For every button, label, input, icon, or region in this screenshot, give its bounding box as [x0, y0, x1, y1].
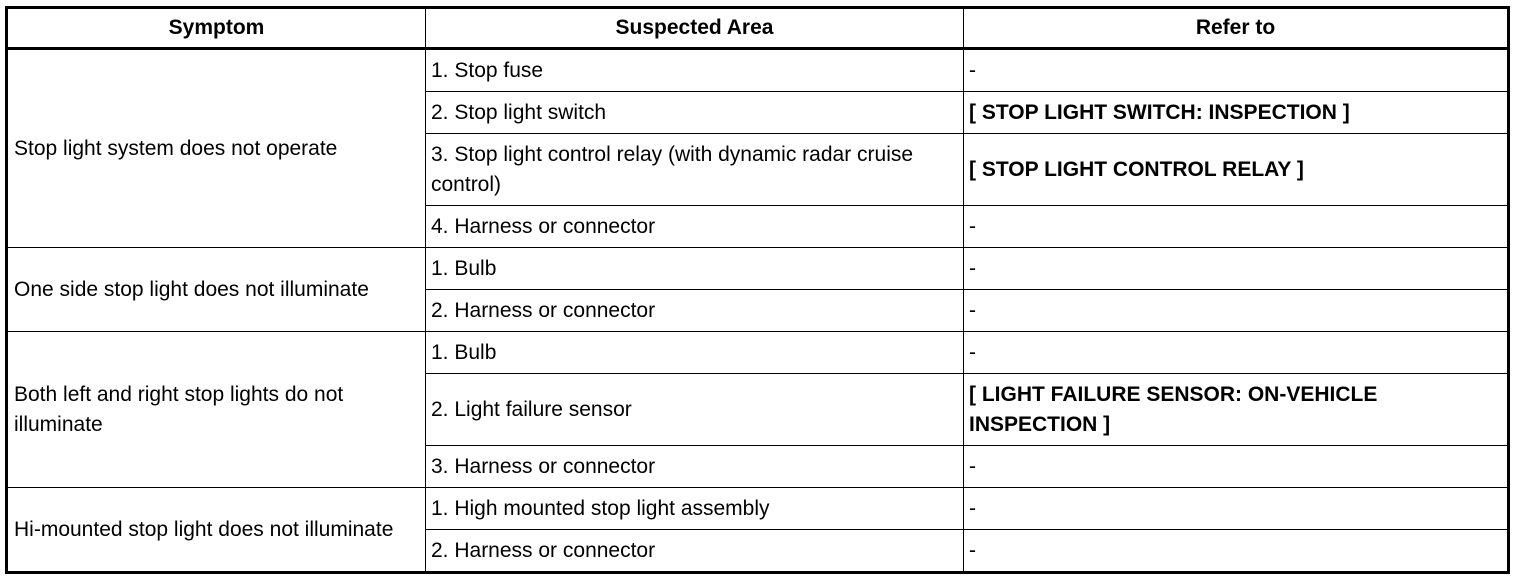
symptom-cell: Stop light system does not operate [7, 49, 426, 248]
suspected-area-cell: 1. High mounted stop light assembly [426, 488, 964, 530]
table-row [7, 488, 1509, 530]
refer-to-cell: - [964, 248, 1509, 290]
suspected-area-cell: 3. Stop light control relay (with dynamic radar cruise control) [426, 134, 964, 206]
refer-to-link[interactable]: [ STOP LIGHT SWITCH: INSPECTION ] [964, 92, 1509, 134]
symptom-cell: Hi-mounted stop light does not illuminate [7, 488, 426, 573]
suspected-area-cell: 2. Light failure sensor [426, 374, 964, 446]
symptom-cell: One side stop light does not illuminate [7, 248, 426, 332]
suspected-area-cell: 4. Harness or connector [426, 206, 964, 248]
symptom-cell: Both left and right stop lights do not illuminate [7, 332, 426, 488]
refer-to-cell: - [964, 206, 1509, 248]
refer-to-cell: - [964, 49, 1509, 92]
suspected-area-cell: 2. Harness or connector [426, 530, 964, 573]
refer-to-cell: - [964, 332, 1509, 374]
suspected-area-cell: 2. Harness or connector [426, 290, 964, 332]
suspected-area-cell: 2. Stop light switch [426, 92, 964, 134]
table-row [7, 248, 1509, 290]
suspected-area-cell: 1. Stop fuse [426, 49, 964, 92]
header-refer-to: Refer to [964, 8, 1509, 49]
header-row [7, 8, 1509, 49]
header-suspected-area: Suspected Area [426, 8, 964, 49]
table-row [7, 49, 1509, 92]
refer-to-cell: - [964, 530, 1509, 573]
refer-to-link[interactable]: [ LIGHT FAILURE SENSOR: ON-VEHICLE INSPECTION ] [964, 374, 1509, 446]
suspected-area-cell: 1. Bulb [426, 248, 964, 290]
refer-to-link[interactable]: [ STOP LIGHT CONTROL RELAY ] [964, 134, 1509, 206]
header-symptom: Symptom [7, 8, 426, 49]
troubleshooting-table [5, 6, 1510, 574]
suspected-area-cell: 3. Harness or connector [426, 446, 964, 488]
refer-to-cell: - [964, 446, 1509, 488]
table-row [7, 332, 1509, 374]
refer-to-cell: - [964, 290, 1509, 332]
refer-to-cell: - [964, 488, 1509, 530]
suspected-area-cell: 1. Bulb [426, 332, 964, 374]
